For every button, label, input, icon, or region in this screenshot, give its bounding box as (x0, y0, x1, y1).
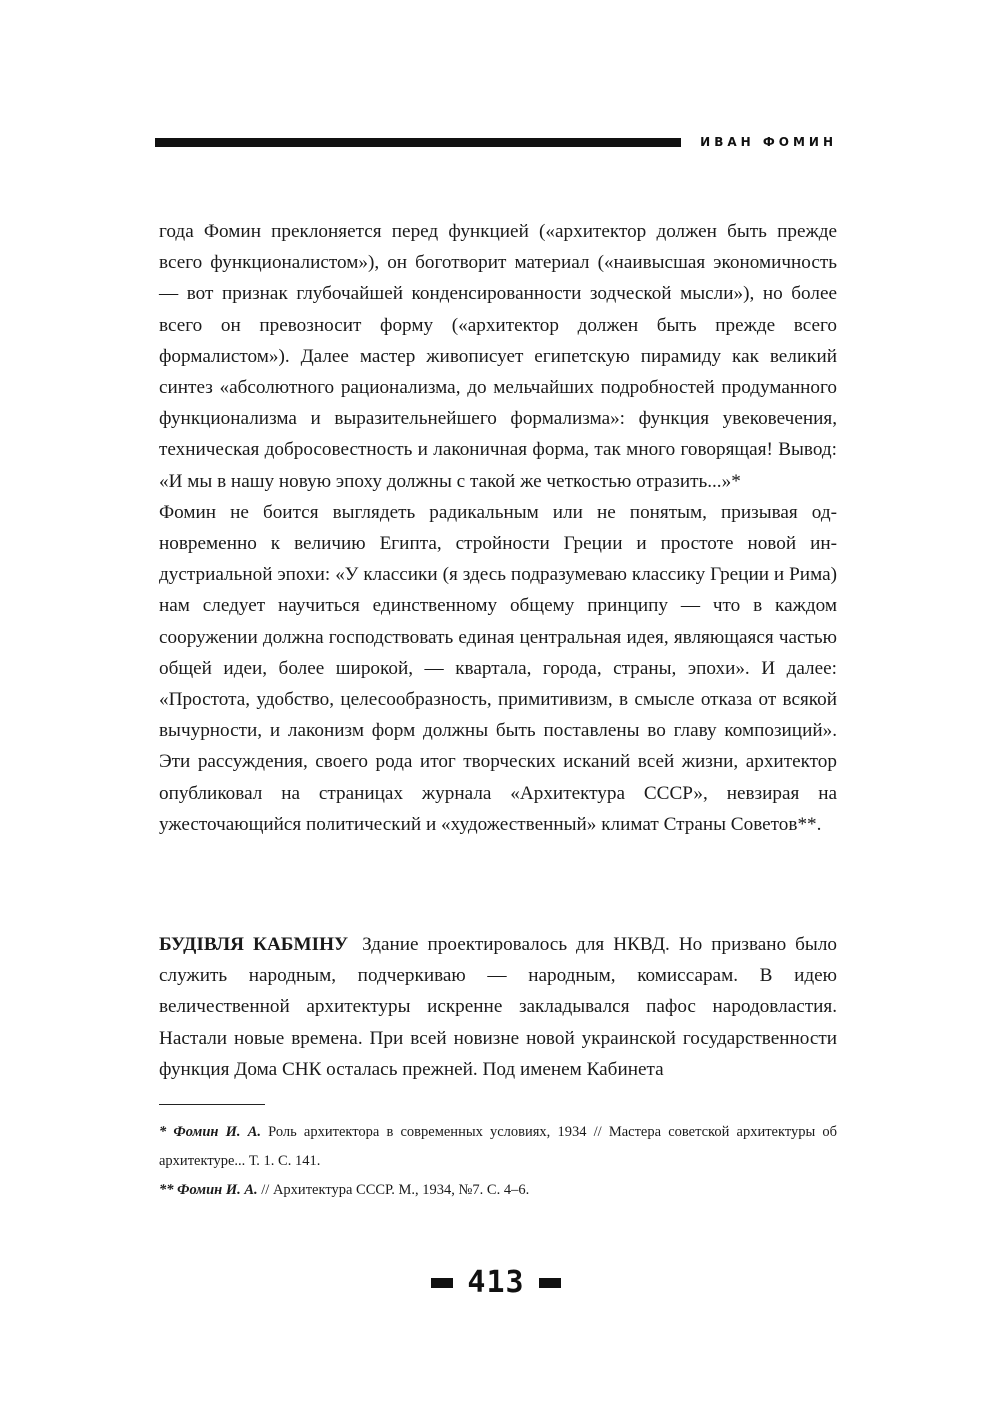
paragraph: Фомин не боится выглядеть радикальным или не понятым, призывая одновременно к величию Египта, стройности Греции и простоте новой индустриальной эпохи: «У классики (я здесь подразумеваю классику Греции и Рима) нам следует научиться единственному общему принципу — что в каждом сооружении должна господствовать единая центральная идея, являющаяся частью общей идеи, более широкой, — квартала, города, страны, эпохи». И далее: «Простота, удобство, целесообразность, примитивизм, в смысле отказа от всякой вычурности, и лаконизм форм должны быть поставлены во главу композиций». Эти рассуждения, своего рода итог творческих исканий всей жизни, архитектор опубликовал на страницах журнала «Архитектура СССР», невзирая на ужесточающийся политический и «художественный» климат Страны Советов**. (159, 501, 837, 835)
main-text (159, 216, 837, 840)
page-number-ornament-right (539, 1278, 561, 1288)
footnote-text: // Архитектура СССР. М., 1934, №7. С. 4–6. (261, 1182, 530, 1198)
footnote-mark: ** (159, 1182, 174, 1198)
section-heading: БУДІВЛЯ КАБМІНУ (159, 934, 349, 955)
section-paragraph (159, 929, 837, 1085)
page-number: 413 (467, 1265, 525, 1300)
header-rule (155, 138, 681, 147)
running-title: ИВАН ФОМИН (700, 135, 837, 149)
page-number-ornament-left (431, 1278, 453, 1288)
footnote-author: Фомин И. А. (177, 1182, 258, 1198)
footnote (159, 1118, 837, 1176)
footnote-divider (159, 1104, 265, 1105)
page-footer (0, 1266, 992, 1300)
footnote-mark: * (159, 1124, 167, 1140)
footnotes (159, 1118, 837, 1205)
footnote-text: Роль архитектора в современных условиях, 1934 // Мастера советской архитектуры об архитектуре... Т. 1. С. 141. (159, 1124, 837, 1169)
footnote-author: Фомин И. А. (173, 1124, 261, 1140)
paragraph: года Фомин преклоняется перед функцией («архитектор должен быть прежде всего функционалистом»), он боготворит материал («наивысшая экономичность — вот признак глубочайшей конденсированности зодческой мысли»), но более всего он превозносит форму («архитектор должен быть прежде всего формалистом»). Далее мастер живописует египетскую пирамиду как великий синтез «абсолютного рационализма, до мельчайших подробностей продуманного функционализма и выразительнейшего формализма»: функция увековечения, техническая добросовестность и лаконичная форма, так много говорящая! Вывод: «И мы в нашу новую эпоху должны с такой же четкостью отразить...»* (159, 221, 837, 492)
footnote (159, 1176, 837, 1205)
running-header (155, 134, 837, 150)
section-text: Здание проектировалось для НКВД. Но призвано было служить народным, подчеркиваю — народным, комиссарам. В идею величественной архитектуры искренне закладывался пафос народовластия. Настали новые времена. При всей новизне новой украинской государственности функция Дома СНК осталась прежней. Под именем Кабинета (159, 934, 837, 1080)
